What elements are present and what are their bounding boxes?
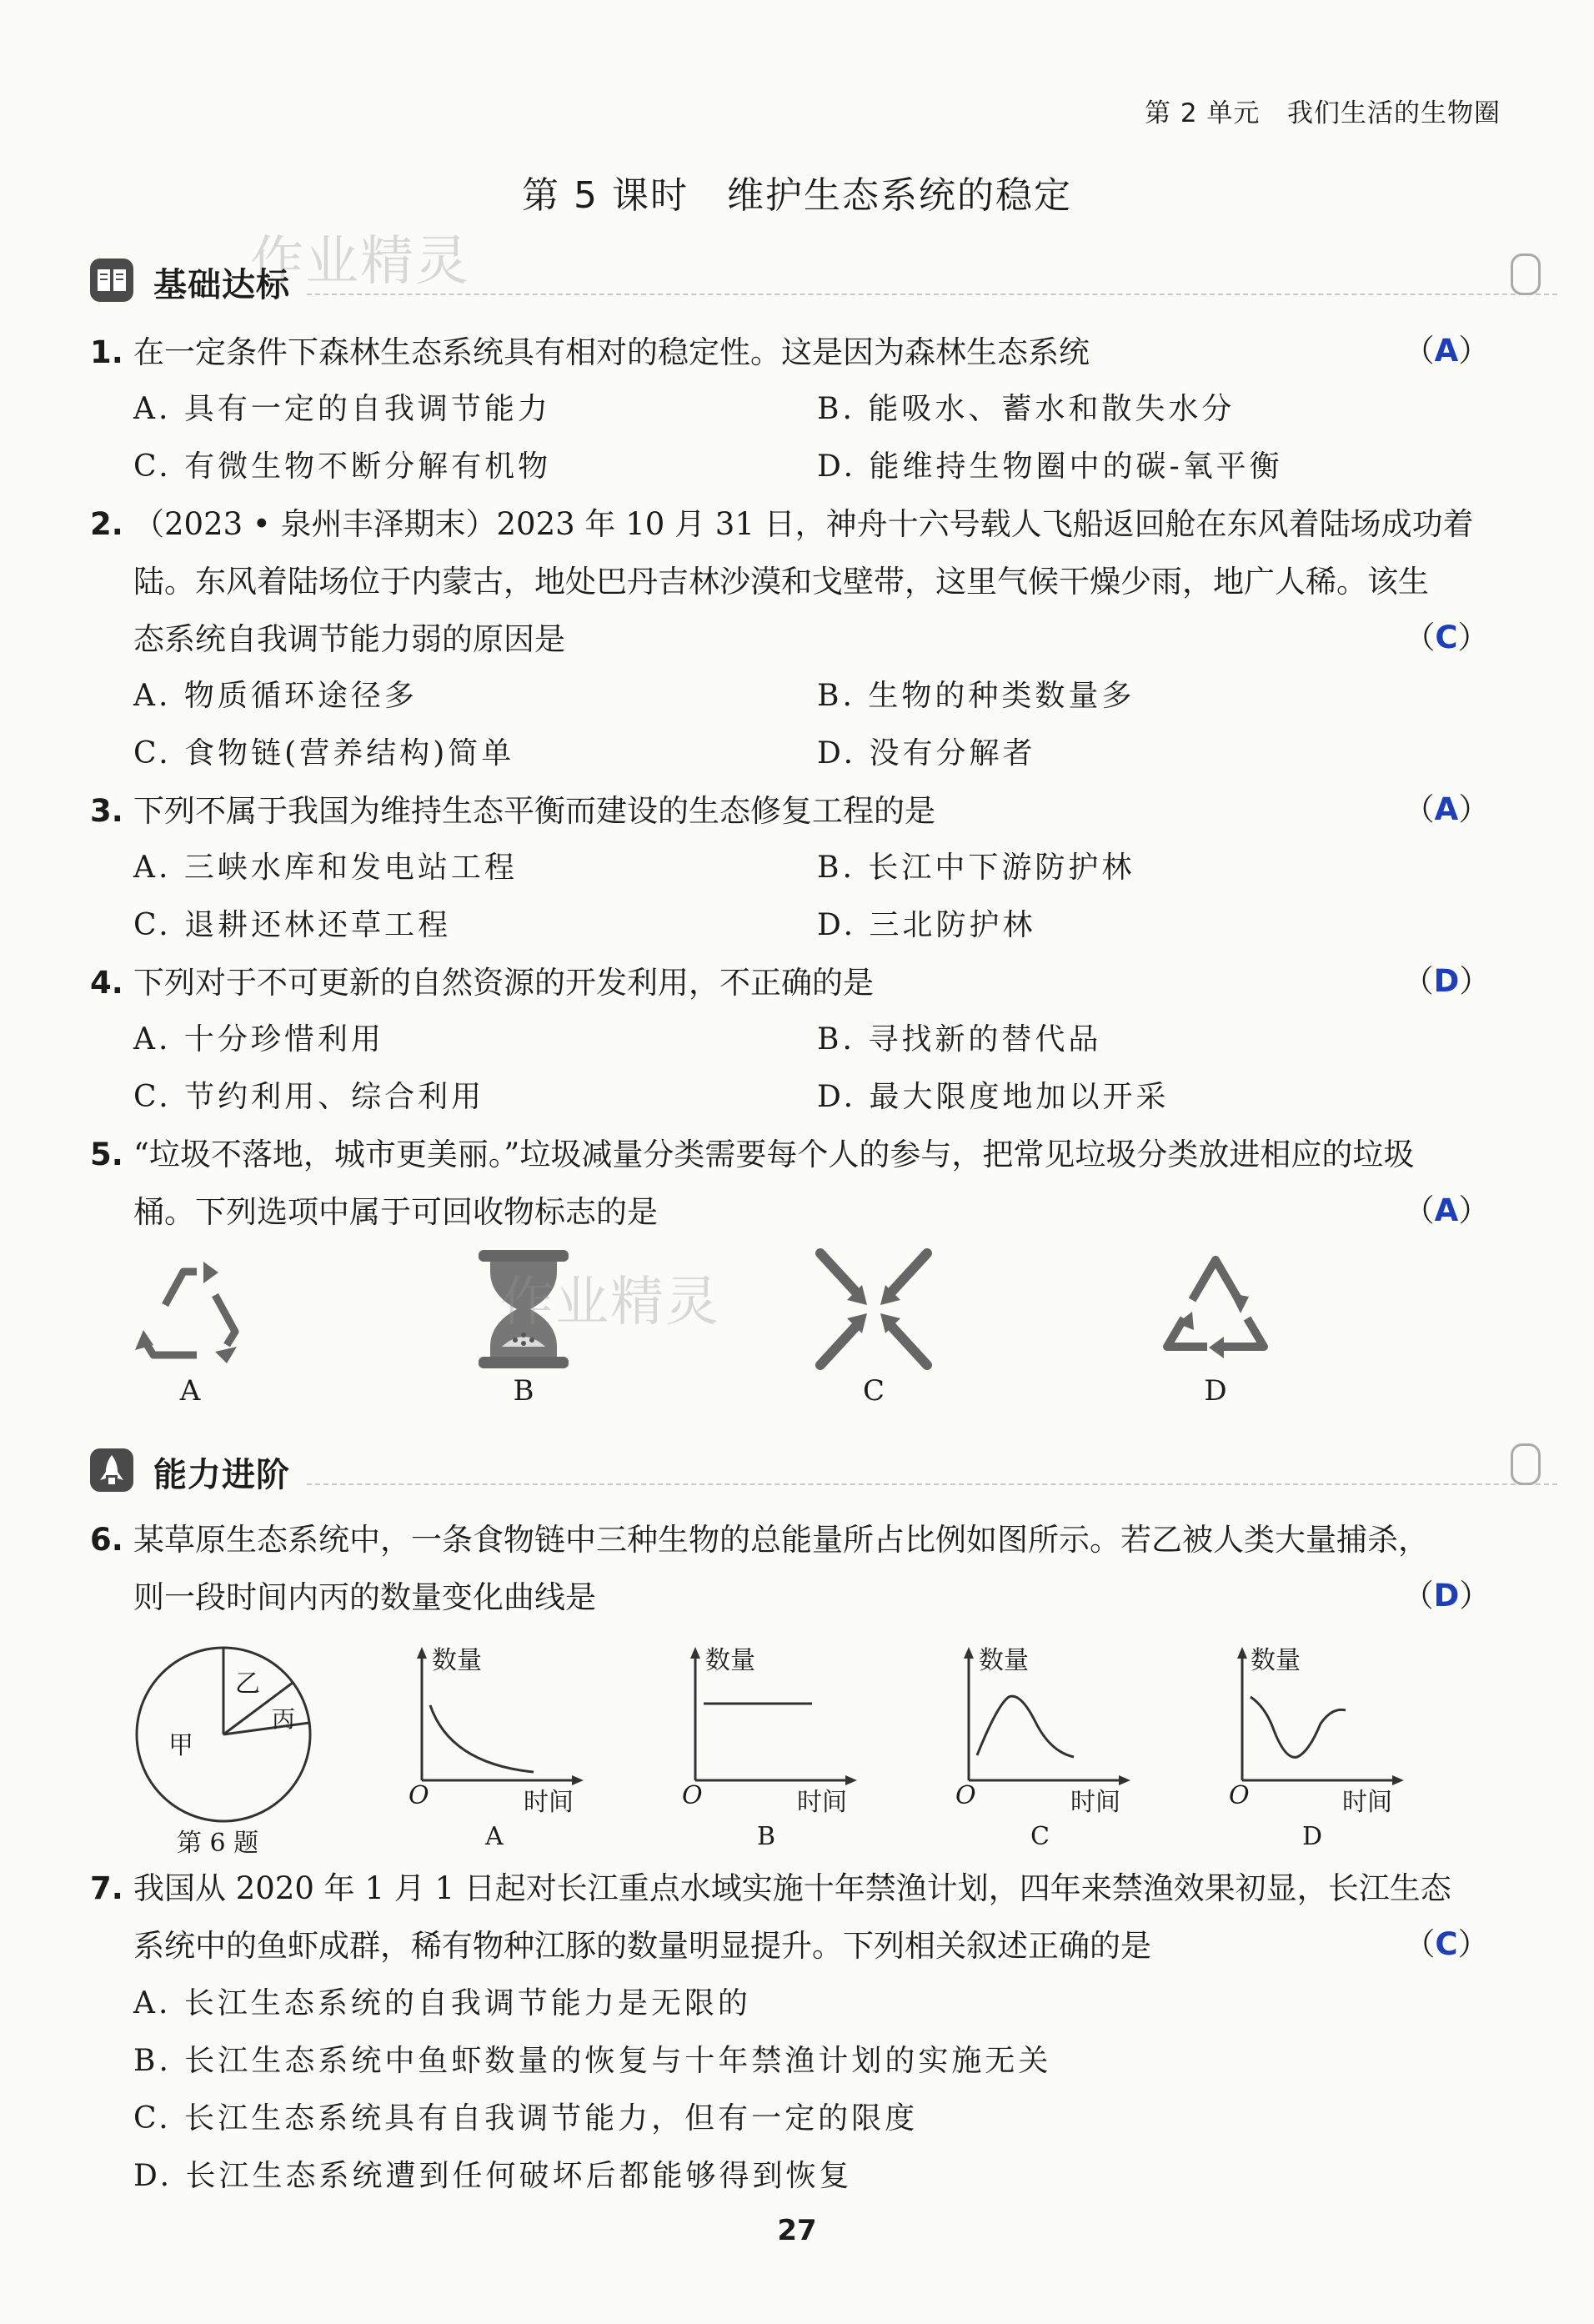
option: B. 寻找新的替代品 <box>817 1022 1102 1057</box>
answer-slot-2: （C） <box>1404 620 1489 655</box>
graph-option-label: A <box>485 1822 504 1851</box>
graph-ylabel: 数量 <box>705 1646 755 1675</box>
section-advanced <box>90 1447 1499 1492</box>
option: A. 物质循环途径多 <box>133 679 418 713</box>
watermark: 作业精灵 <box>500 1272 720 1333</box>
graph-origin: O <box>682 1781 703 1810</box>
graph-xlabel: 时间 <box>1070 1788 1120 1817</box>
section-divider <box>307 294 1557 295</box>
answer-slot-6: （D） <box>1402 1578 1491 1614</box>
option: C. 长江生态系统具有自我调节能力，但有一定的限度 <box>133 2101 919 2136</box>
section-basic <box>90 257 1499 302</box>
unit-title: 我们生活的生物圈 <box>1287 98 1501 128</box>
option: D. 长江生态系统遭到任何破坏后都能够得到恢复 <box>133 2159 853 2193</box>
question-stem-line: 我国从 2020 年 1 月 1 日起对长江重点水域实施十年禁渔计划，四年来禁渔效果初显，长江生态 <box>133 1870 1451 1906</box>
answer-slot-3: （A） <box>1403 791 1490 827</box>
question-number: 7. <box>90 1870 123 1906</box>
question-stem: 在一定条件下森林生态系统具有相对的稳定性。这是因为森林生态系统 <box>133 334 1090 370</box>
question-1 <box>90 324 1507 381</box>
option: A. 具有一定的自我调节能力 <box>133 392 551 426</box>
watermark: 作业精灵 <box>250 231 470 293</box>
option: D. 最大限度地加以开采 <box>817 1080 1170 1114</box>
answer-slot-4: （D） <box>1402 963 1491 999</box>
pie-label-jia: 甲 <box>168 1731 193 1760</box>
question-7 <box>90 1860 1507 1975</box>
pie-label-yi: 乙 <box>235 1669 260 1699</box>
graph-option-label: D <box>1302 1822 1323 1851</box>
question-stem-line: （2023 • 泉州丰泽期末）2023 年 10 月 31 日，神舟十六号载人飞船返回舱在东风着陆场成功着 <box>133 506 1474 542</box>
rocket-icon <box>90 1448 133 1492</box>
question-number: 5. <box>90 1137 123 1172</box>
graph-ylabel: 数量 <box>1251 1646 1301 1675</box>
icon-label: A <box>179 1374 201 1408</box>
question-stem-line: 陆。东风着陆场位于内蒙古，地处巴丹吉林沙漠和戈壁带，这里气候干燥少雨，地广人稀。该生 <box>133 564 1429 600</box>
graph-xlabel: 时间 <box>797 1788 847 1817</box>
question-number: 4. <box>90 965 123 1001</box>
unit-number: 第 2 单元 <box>1145 98 1261 128</box>
pie-label-bing: 丙 <box>272 1705 296 1733</box>
paperclip-icon <box>1511 253 1541 295</box>
answer-letter: A <box>1434 333 1459 369</box>
question-number: 2. <box>90 506 123 542</box>
section-title: 能力进阶 <box>153 1456 290 1494</box>
question-stem-line: 某草原生态系统中，一条食物链中三种生物的总能量所占比例如图所示。若乙被人类大量捕杀， <box>133 1522 1429 1558</box>
lesson-title: 第 5 课时 维护生态系统的稳定 <box>522 174 1072 217</box>
answer-letter: A <box>1434 791 1459 827</box>
icon-label: D <box>1204 1374 1227 1408</box>
option: C. 有微生物不断分解有机物 <box>133 449 552 484</box>
book-icon <box>90 259 133 302</box>
inward-arrows-icon <box>815 1247 932 1372</box>
option: C. 节约利用、综合利用 <box>133 1080 485 1114</box>
graph-origin: O <box>1229 1781 1250 1810</box>
question-4 <box>90 954 1507 1011</box>
question-2 <box>90 495 1507 668</box>
option: C. 退耕还林还草工程 <box>133 908 452 942</box>
graph-option-label: B <box>757 1822 776 1851</box>
graph-origin: O <box>955 1781 976 1810</box>
graph-origin: O <box>409 1781 429 1810</box>
graph-ylabel: 数量 <box>979 1646 1029 1675</box>
answer-letter: A <box>1434 1192 1459 1228</box>
page-number: 27 <box>777 2214 817 2247</box>
option: B. 长江中下游防护林 <box>817 851 1135 885</box>
question-stem-line: 则一段时间内丙的数量变化曲线是 <box>133 1579 596 1615</box>
answer-letter: D <box>1433 963 1460 999</box>
graph-option-label: C <box>1030 1822 1050 1851</box>
running-header <box>1145 92 1501 129</box>
option: A. 三峡水库和发电站工程 <box>133 851 518 885</box>
answer-letter: D <box>1433 1578 1460 1614</box>
energy-pie-chart <box>132 1643 315 1826</box>
question-stem-line: “垃圾不落地，城市更美丽。”垃圾减量分类需要每个人的参与，把常见垃圾分类放进相应的垃圾 <box>133 1137 1415 1172</box>
option: C. 食物链(营养结构)简单 <box>133 736 515 770</box>
answer-slot-1: （A） <box>1403 333 1490 369</box>
section-divider <box>307 1483 1557 1485</box>
section-title: 基础达标 <box>153 266 290 304</box>
answer-slot-5: （A） <box>1403 1192 1490 1228</box>
answer-letter: C <box>1435 620 1458 655</box>
answer-letter: C <box>1435 1926 1458 1962</box>
question-stem: 下列对于不可更新的自然资源的开发利用，不正确的是 <box>133 965 874 1001</box>
icon-label: B <box>513 1374 534 1408</box>
question-stem-line: 桶。下列选项中属于可回收物标志的是 <box>133 1194 658 1230</box>
question-6 <box>90 1511 1507 1626</box>
question-3 <box>90 782 1507 840</box>
option: A. 十分珍惜利用 <box>133 1022 384 1057</box>
question-number: 1. <box>90 334 123 370</box>
recycle-loop-icon <box>1157 1247 1274 1372</box>
option: A. 长江生态系统的自我调节能力是无限的 <box>133 1986 751 2020</box>
answer-slot-7: （C） <box>1404 1926 1489 1962</box>
option: D. 三北防护林 <box>817 908 1036 942</box>
question-stem-line: 系统中的鱼虾成群，稀有物种江豚的数量明显提升。下列相关叙述正确的是 <box>133 1928 1151 1964</box>
figure-caption: 第 6 题 <box>177 1829 259 1858</box>
paperclip-icon <box>1511 1443 1541 1485</box>
question-stem: 下列不属于我国为维持生态平衡而建设的生态修复工程的是 <box>133 793 935 829</box>
recycle-triangle-icon <box>132 1247 248 1372</box>
question-number: 3. <box>90 793 123 829</box>
option: B. 长江生态系统中鱼虾数量的恢复与十年禁渔计划的实施无关 <box>133 2044 1052 2078</box>
option: D. 没有分解者 <box>817 736 1036 770</box>
question-number: 6. <box>90 1522 123 1558</box>
option: B. 生物的种类数量多 <box>817 679 1135 713</box>
graph-ylabel: 数量 <box>432 1646 482 1675</box>
graph-xlabel: 时间 <box>524 1788 574 1817</box>
option: B. 能吸水、蓄水和散失水分 <box>817 392 1236 426</box>
question-5 <box>90 1126 1507 1241</box>
question-stem-line: 态系统自我调节能力弱的原因是 <box>133 621 565 657</box>
icon-label: C <box>862 1374 885 1408</box>
graph-xlabel: 时间 <box>1342 1788 1392 1817</box>
option: D. 能维持生物圈中的碳-氧平衡 <box>817 449 1283 484</box>
